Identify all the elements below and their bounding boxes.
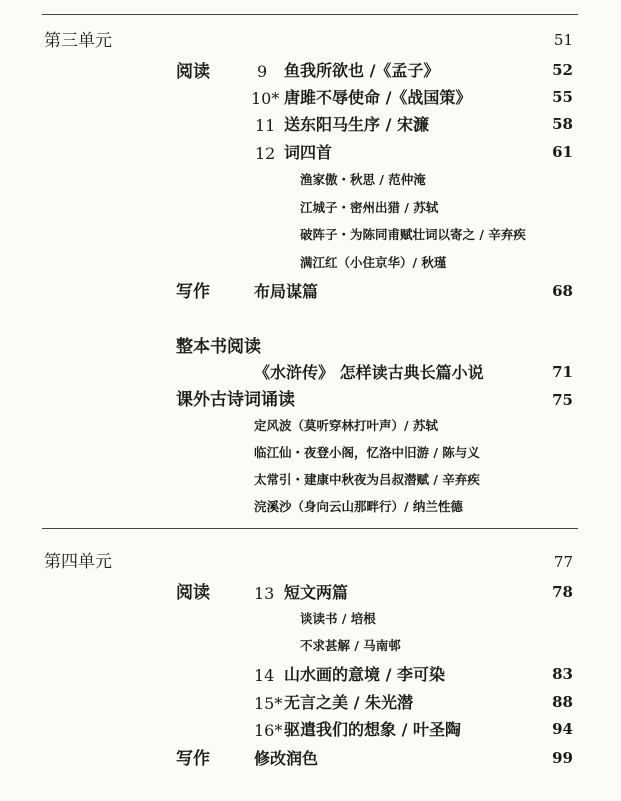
reading-label: 阅读	[176, 583, 210, 603]
writing-page-number: 99	[552, 749, 573, 767]
writing-title[interactable]: 修改润色	[254, 749, 319, 768]
lesson-number: 16*	[254, 721, 283, 740]
whole-book-page-number: 71	[552, 363, 573, 381]
extra-poem-entry[interactable]: 定风波（莫听穿林打叶声）/ 苏轼	[254, 418, 438, 433]
extra-poem-entry[interactable]: 临江仙・夜登小阁，忆洛中旧游 / 陈与义	[254, 445, 480, 460]
lesson-page-number: 83	[552, 665, 573, 683]
writing-label: 写作	[176, 282, 210, 302]
extra-poetry-heading: 课外古诗词诵读	[176, 390, 295, 410]
lesson-page-number: 61	[552, 143, 573, 161]
lesson-title[interactable]: 短文两篇	[284, 583, 349, 602]
lesson-page-number: 55	[552, 88, 573, 106]
lesson-title[interactable]: 送东阳马生序 / 宋濂	[284, 115, 429, 134]
essay-entry[interactable]: 谈读书 / 培根	[300, 611, 376, 626]
lesson-title[interactable]: 鱼我所欲也 /《孟子》	[284, 61, 440, 80]
lesson-title[interactable]: 无言之美 / 朱光潜	[284, 693, 413, 712]
extra-poem-entry[interactable]: 太常引・建康中秋夜为吕叔潜赋 / 辛弃疾	[254, 472, 480, 487]
lesson-number: 9	[257, 62, 268, 81]
unit-title: 第四单元	[44, 552, 112, 572]
unit-title: 第三单元	[44, 31, 112, 51]
poem-entry[interactable]: 满江红（小住京华）/ 秋瑾	[300, 255, 447, 270]
poem-entry[interactable]: 江城子・密州出猎 / 苏轼	[300, 200, 439, 215]
whole-book-heading: 整本书阅读	[176, 337, 261, 357]
extra-poem-entry[interactable]: 浣溪沙（身向云山那畔行）/ 纳兰性德	[254, 499, 463, 514]
extra-poetry-page-number: 75	[552, 391, 573, 409]
lesson-number: 14	[254, 666, 275, 685]
lesson-title[interactable]: 词四首	[284, 143, 333, 162]
top-divider	[42, 14, 578, 15]
lesson-number: 13	[254, 584, 275, 603]
unit-page-number: 77	[553, 553, 573, 571]
lesson-page-number: 78	[552, 583, 573, 601]
lesson-number: 10*	[251, 89, 280, 108]
lesson-page-number: 88	[552, 693, 573, 711]
lesson-title[interactable]: 唐雎不辱使命 /《战国策》	[284, 88, 472, 107]
lesson-number: 15*	[254, 694, 283, 713]
lesson-title[interactable]: 驱遣我们的想象 / 叶圣陶	[284, 720, 461, 739]
reading-label: 阅读	[176, 62, 210, 82]
lesson-title[interactable]: 山水画的意境 / 李可染	[284, 665, 445, 684]
lesson-page-number: 58	[552, 115, 573, 133]
writing-page-number: 68	[552, 282, 573, 300]
lesson-number: 11	[255, 116, 276, 135]
essay-entry[interactable]: 不求甚解 / 马南邨	[300, 638, 401, 653]
lesson-number: 12	[255, 144, 276, 163]
writing-title[interactable]: 布局谋篇	[254, 282, 319, 301]
unit-page-number: 51	[553, 31, 573, 49]
unit-divider	[42, 528, 578, 529]
whole-book-title[interactable]: 《水浒传》 怎样读古典长篇小说	[254, 363, 484, 382]
lesson-page-number: 52	[552, 61, 573, 79]
poem-entry[interactable]: 破阵子・为陈同甫赋壮词以寄之 / 辛弃疾	[300, 227, 526, 242]
writing-label: 写作	[176, 749, 210, 769]
lesson-page-number: 94	[552, 720, 573, 738]
poem-entry[interactable]: 渔家傲・秋思 / 范仲淹	[300, 172, 426, 187]
